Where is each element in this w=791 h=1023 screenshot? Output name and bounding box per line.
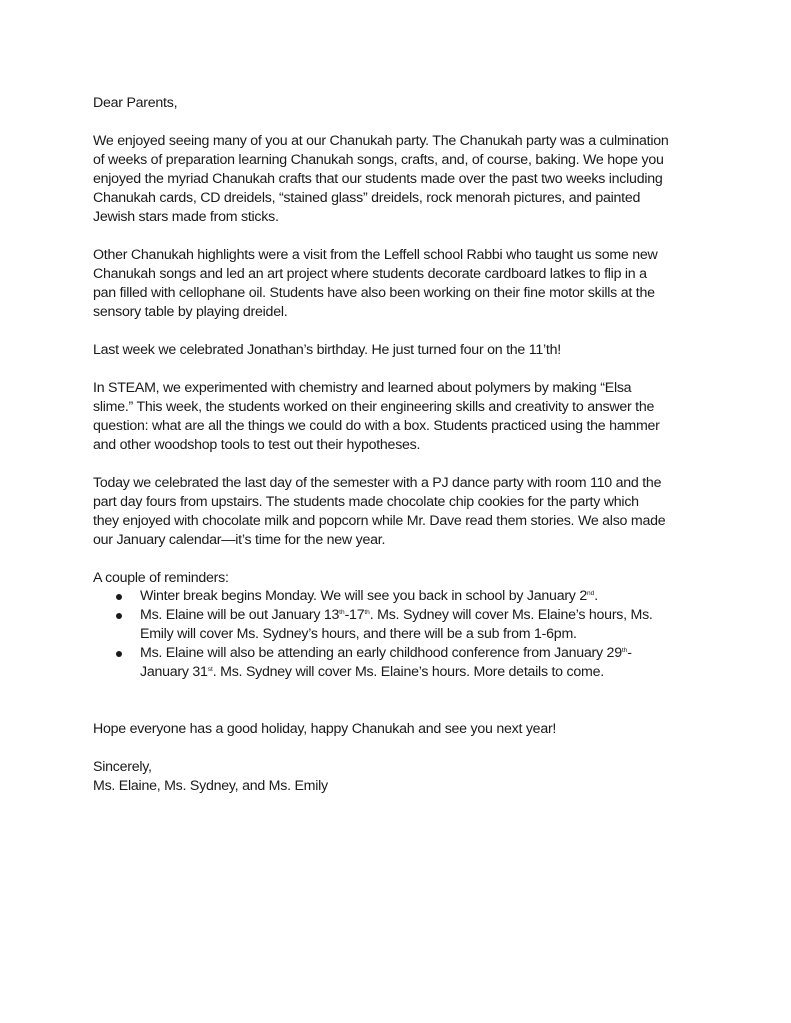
text-line: sensory table by playing dreidel. [93, 304, 288, 320]
text-line: We enjoyed seeing many of you at our Chanukah party. The Chanukah party was a culmination [93, 133, 669, 149]
signature: Ms. Elaine, Ms. Sydney, and Ms. Emily [93, 778, 328, 794]
text-line: Chanukah songs and led an art project where students decorate cardboard latkes to flip in a [93, 266, 647, 282]
text-line: Emily will cover Ms. Sydney’s hours, and there will be a sub from 1-6pm. [140, 626, 577, 642]
text-line: Today we celebrated the last day of the semester with a PJ dance party with room 110 and the [93, 475, 662, 491]
text-line: Other Chanukah highlights were a visit from the Leffell school Rabbi who taught us some new [93, 247, 658, 263]
text-line: Jewish stars made from sticks. [93, 209, 279, 225]
reminder-text: Ms. Elaine will be out January 13 [140, 607, 340, 623]
bullet-icon [116, 594, 122, 600]
text-line: our January calendar—it’s time for the new year. [93, 532, 386, 548]
ordinal-suffix: th [364, 609, 370, 616]
reminder-text: Winter break begins Monday. We will see you back in school by January 2 [140, 588, 587, 604]
bullet-icon [116, 651, 122, 657]
reminder-text: -17 [344, 607, 365, 623]
bullet-icon [116, 613, 122, 619]
closing-line: Hope everyone has a good holiday, happy Chanukah and see you next year! [93, 721, 557, 737]
text-line [140, 587, 598, 606]
text-line [140, 663, 604, 682]
text-line: they enjoyed with chocolate milk and popcorn while Mr. Dave read them stories. We also made [93, 513, 666, 529]
text-line: pan filled with cellophane oil. Students have also been working on their fine motor skills at the [93, 285, 655, 301]
ordinal-suffix: nd [587, 590, 595, 597]
text-line: Chanukah cards, CD dreidels, “stained glass” dreidels, rock menorah pictures, and painted [93, 190, 641, 206]
ordinal-suffix: th [339, 609, 345, 616]
reminder-text: January 31 [140, 664, 208, 680]
reminder-text: Ms. Elaine will also be attending an early childhood conference from January 29 [140, 645, 622, 661]
paragraph-birthday: Last week we celebrated Jonathan’s birthday. He just turned four on the 11’th! [93, 342, 561, 358]
text-line: enjoyed the myriad Chanukah crafts that our students made over the past two weeks including [93, 171, 663, 187]
reminder-text: . Ms. Sydney will cover Ms. Elaine’s hours, Ms. [369, 607, 653, 623]
reminders-heading: A couple of reminders: [93, 570, 229, 586]
signoff: Sincerely, [93, 759, 152, 775]
reminder-text: . [594, 588, 598, 604]
reminder-text: . Ms. Sydney will cover Ms. Elaine’s hours. More details to come. [212, 664, 604, 680]
ordinal-suffix: th [621, 647, 628, 654]
text-line [140, 644, 632, 663]
text-line: part day fours from upstairs. The students made chocolate chip cookies for the party which [93, 494, 639, 510]
text-line: question: what are all the things we could do with a box. Students practiced using the hammer [93, 418, 660, 434]
text-line: slime.” This week, the students worked on their engineering skills and creativity to answer the [93, 399, 655, 415]
text-line: of weeks of preparation learning Chanukah songs, crafts, and, of course, baking. We hope you [93, 152, 664, 168]
salutation: Dear Parents, [93, 95, 178, 111]
text-line: In STEAM, we experimented with chemistry and learned about polymers by making “Elsa [93, 380, 632, 396]
reminder-text: - [627, 645, 632, 661]
text-line [140, 606, 653, 625]
text-line: and other woodshop tools to test out their hypotheses. [93, 437, 421, 453]
ordinal-suffix: st [207, 666, 213, 673]
